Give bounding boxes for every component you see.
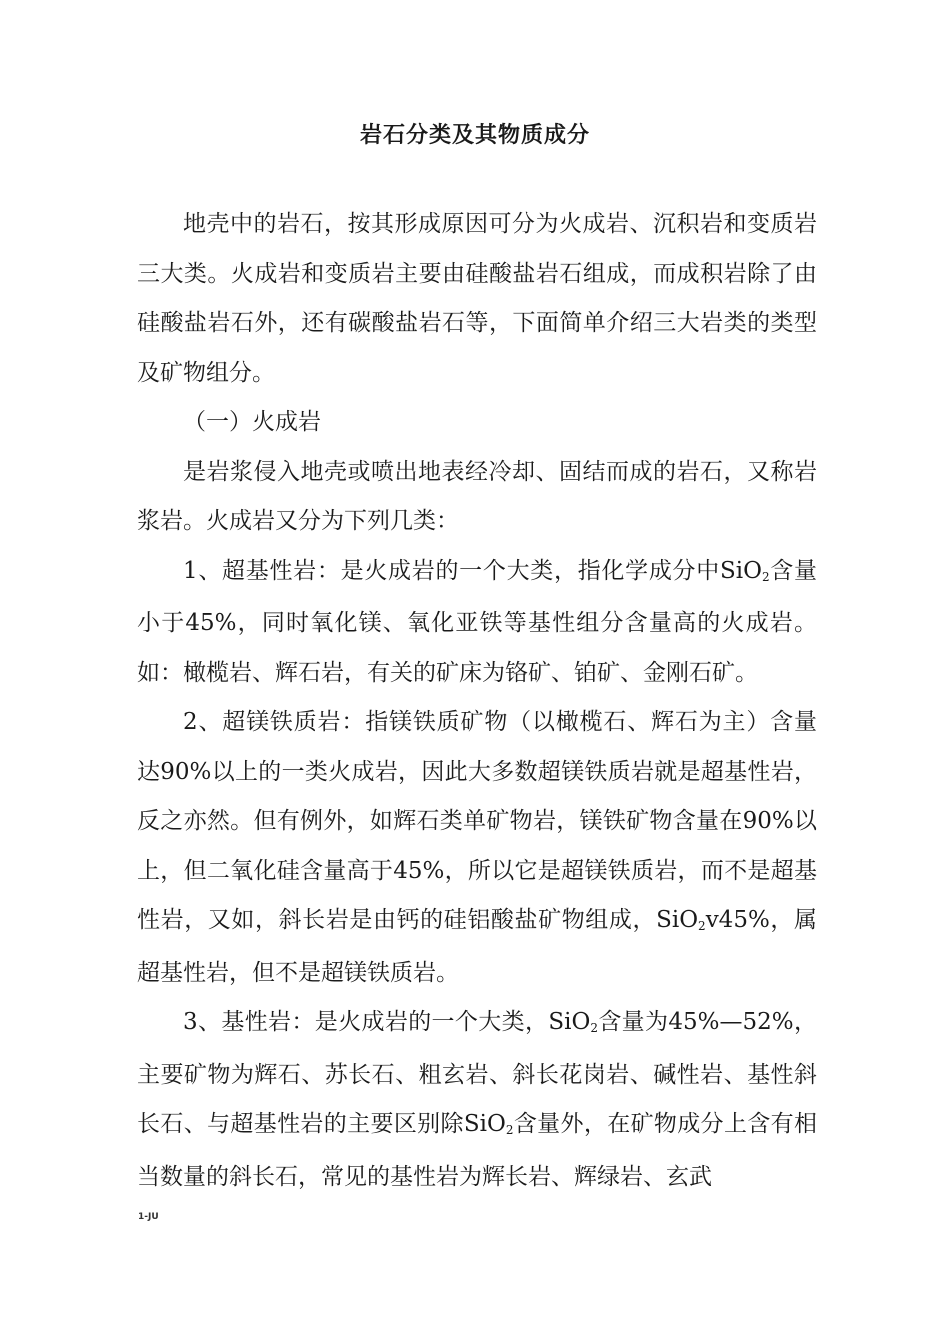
paragraph-text: 是岩浆侵入地壳或喷出地表经冷却、固结而成的岩石，又称岩浆岩。火成岩又分为下列几类： xyxy=(137,458,817,534)
formula-subscript: 2 xyxy=(505,1123,514,1137)
paragraph-igneous-definition xyxy=(137,448,817,547)
paragraph-ultrabasic xyxy=(137,547,817,699)
formula-subscript: 2 xyxy=(590,1021,598,1035)
paragraph-text: 含量外，在矿物成分上含有相当数量的斜长石，常见的基性岩为辉长岩、辉绿岩、玄武 xyxy=(137,1111,818,1190)
page-footer: 1-JU xyxy=(138,1212,159,1222)
chemical-formula: SiO xyxy=(548,1009,591,1035)
formula-subscript: 2 xyxy=(761,569,770,584)
document-title: 岩石分类及其物质成分 xyxy=(359,123,590,148)
paragraph-text: 2、超镁铁质岩：指镁铁质矿物（以橄榄石、辉石为主）含量达90%以上的一类火成岩，因此大多数超镁铁质岩就是超基性岩，反之亦然。但有例外，如辉石类单矿物岩，镁铁矿物含量在90%以上，但二氧化硅含量高于45%，所以它是超镁铁质岩，而不是超基性岩，又如，斜长岩是由钙的硅铝酸盐矿物组成， xyxy=(137,709,817,933)
paragraph-text: 含量为45%—52%，主要矿物为辉石、苏长石、粗玄岩、斜长花岗岩、碱性岩、基性斜长石、与超基性岩的主要区别除 xyxy=(137,1009,817,1137)
chemical-formula: SiO xyxy=(719,557,762,584)
paragraph-text: 3、基性岩：是火成岩的一个大类， xyxy=(183,1009,549,1035)
paragraph-basic xyxy=(137,998,817,1202)
paragraph-ultramafic xyxy=(137,698,817,998)
chemical-formula: SiO xyxy=(656,907,699,933)
paragraph-intro xyxy=(137,200,817,398)
paragraph-text: 1、超基性岩：是火成岩的一个大类，指化学成分中 xyxy=(183,557,720,584)
formula-subscript: 2 xyxy=(698,919,706,933)
section-heading-igneous xyxy=(137,398,817,448)
paragraph-text: 含量小于45%，同时氧化镁、氧化亚铁等基性组分含量高的火成岩。如：橄榄岩、辉石岩，有关的矿床为铬矿、铂矿、金刚石矿。 xyxy=(137,557,817,686)
section-heading-text: （一）火成岩 xyxy=(183,409,321,435)
paragraph-text: v45%，属超基性岩，但不是超镁铁质岩。 xyxy=(137,907,817,986)
chemical-formula: SiO xyxy=(463,1111,506,1137)
paragraph-text: 地壳中的岩石，按其形成原因可分为火成岩、沉积岩和变质岩三大类。火成岩和变质岩主要由硅酸盐岩石组成，而成积岩除了由硅酸盐岩石外，还有碳酸盐岩石等，下面简单介绍三大岩类的类型及矿物组分。 xyxy=(137,211,817,386)
document-body xyxy=(137,200,817,1202)
